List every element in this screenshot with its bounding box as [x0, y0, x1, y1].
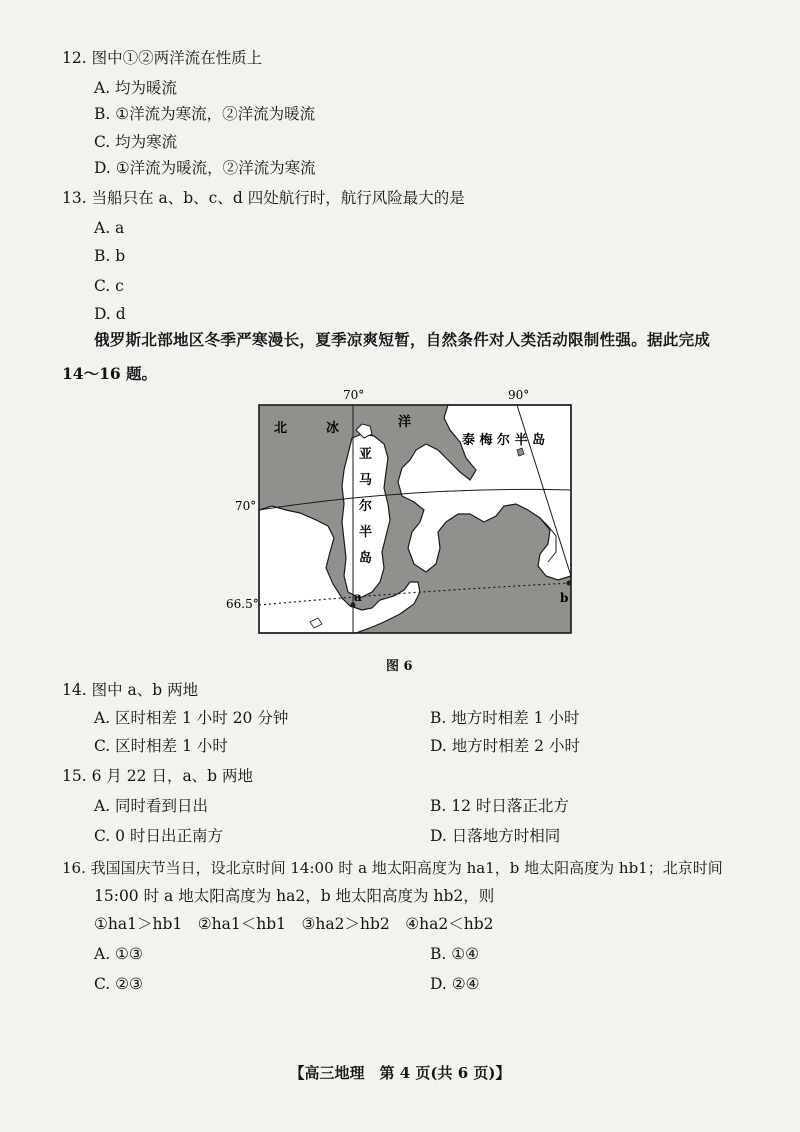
intro-line-1: 俄罗斯北部地区冬季严寒漫长，夏季凉爽短暂，自然条件对人类活动限制性强。据此完成 [94, 330, 711, 349]
q13-stem: 13. 当船只在 a、b、c、d 四处航行时，航行风险最大的是 [62, 189, 465, 207]
q13-option-d: D. d [94, 305, 126, 323]
q16-option-d: D. ②④ [430, 975, 480, 993]
q16-option-c: C. ②③ [94, 975, 143, 993]
point-b-label: b [560, 591, 569, 605]
q15-option-a: A. 同时看到日出 [94, 797, 209, 815]
q16-stem-line-2: 15:00 时 a 地太阳高度为 ha2，b 地太阳高度为 hb2，则 [94, 887, 495, 905]
yamal-label-2: 马 [359, 473, 373, 488]
q12-option-b: B. ①洋流为寒流，②洋流为暖流 [94, 105, 316, 123]
q12-option-a: A. 均为暖流 [94, 79, 178, 97]
q13-option-b: B. b [94, 247, 126, 265]
q15-option-c: C. 0 时日出正南方 [94, 827, 223, 845]
q15-stem: 15. 6 月 22 日，a、b 两地 [62, 767, 254, 785]
point-a-label: a [354, 590, 362, 604]
figure-caption: 图 6 [386, 659, 413, 674]
q14-option-b: B. 地方时相差 1 小时 [430, 709, 580, 727]
page-footer: 【高三地理 第 4 页(共 6 页)】 [289, 1064, 511, 1082]
q15-option-b: B. 12 时日落正北方 [430, 797, 569, 815]
q16-stem-line-1: 16. 我国国庆节当日，设北京时间 14:00 时 a 地太阳高度为 ha1，b 地太阳高度为 hb1；北京时间 [62, 859, 723, 877]
q16-statements: ①ha1＞hb1 ②ha1＜hb1 ③ha2＞hb2 ④ha2＜hb2 [94, 915, 494, 933]
q12-option-c: C. 均为寒流 [94, 133, 178, 151]
yamal-label-5: 岛 [359, 551, 373, 566]
lon-label-70: 70° [343, 388, 365, 402]
ocean-label-char-1: 北 [274, 421, 288, 436]
point-b-marker [567, 581, 572, 586]
q14-stem: 14. 图中 a、b 两地 [62, 681, 199, 699]
q12-stem: 12. 图中①②两洋流在性质上 [62, 49, 263, 67]
intro-line-2: 14～16 题。 [62, 364, 158, 383]
yamal-label-3: 尔 [359, 499, 373, 514]
lat-label-66-5: 66.5° [226, 597, 259, 611]
q16-option-b: B. ①④ [430, 945, 480, 963]
ocean-label-char-2: 冰 [326, 421, 340, 436]
yamal-label-4: 半 [359, 525, 373, 540]
yamal-label-1: 亚 [359, 447, 373, 462]
q14-option-d: D. 地方时相差 2 小时 [430, 737, 580, 755]
q16-option-a: A. ①③ [94, 945, 143, 963]
q12-option-d: D. ①洋流为暖流，②洋流为寒流 [94, 159, 316, 177]
q15-option-d: D. 日落地方时相同 [430, 827, 561, 845]
q14-option-a: A. 区时相差 1 小时 20 分钟 [94, 709, 289, 727]
q14-option-c: C. 区时相差 1 小时 [94, 737, 228, 755]
lon-label-90: 90° [508, 388, 530, 402]
lat-label-70: 70° [235, 499, 257, 513]
taimyr-label: 泰 梅 尔 半 岛 [462, 433, 546, 448]
q13-option-c: C. c [94, 277, 124, 295]
figure-6-map [0, 386, 800, 646]
ocean-label-char-3: 洋 [398, 415, 412, 430]
q13-option-a: A. a [94, 219, 125, 237]
